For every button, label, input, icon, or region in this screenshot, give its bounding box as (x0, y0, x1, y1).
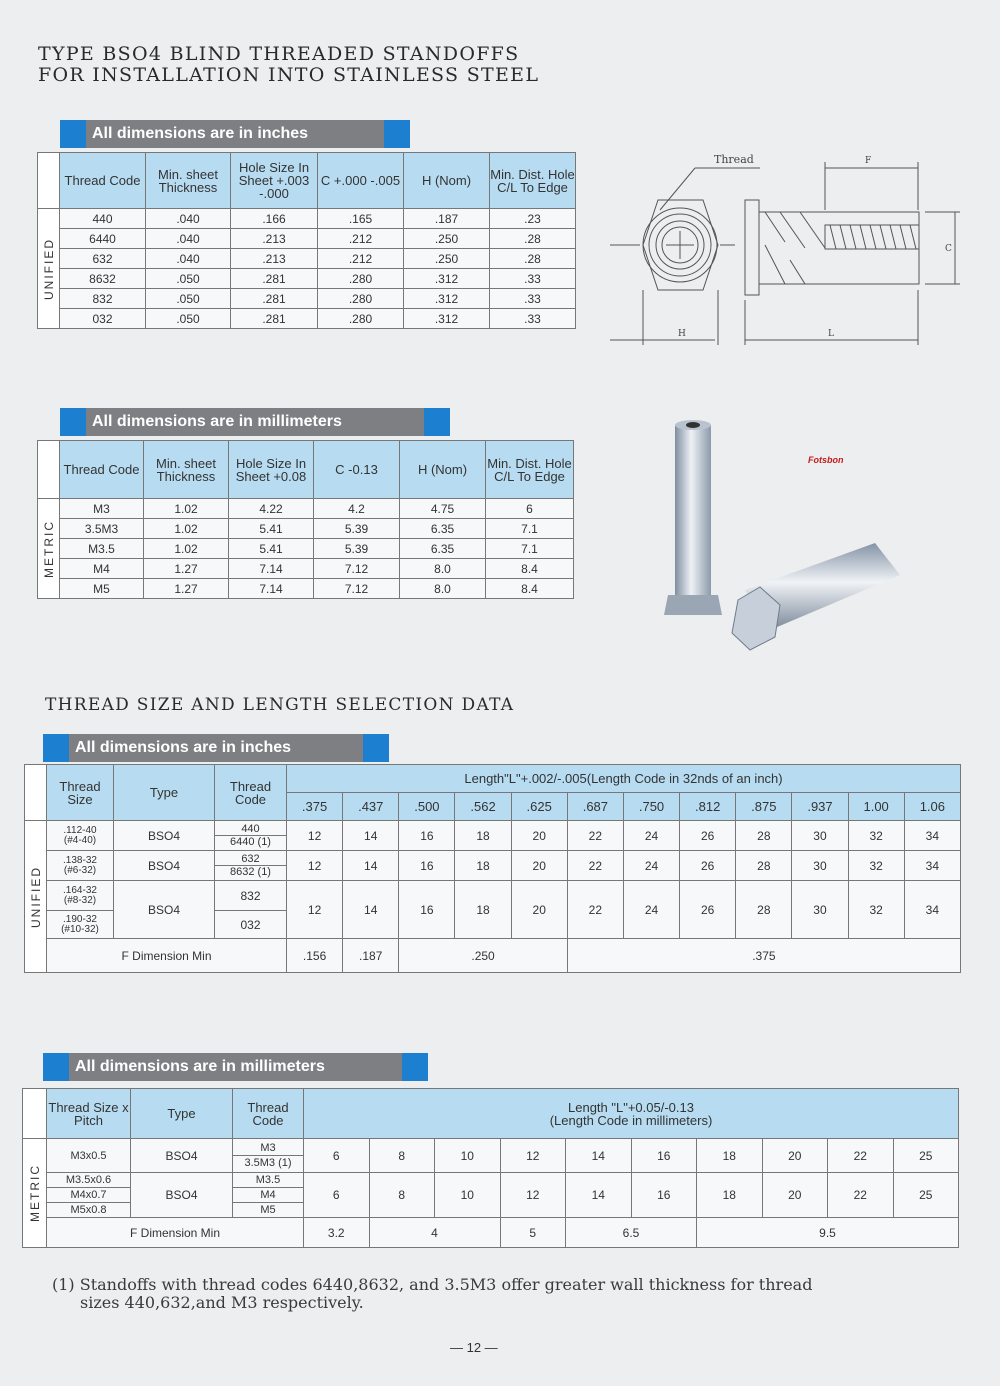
banner-text: All dimensions are in millimeters (75, 1058, 325, 1075)
header-cell: C -0.13 (314, 441, 400, 499)
table-cell: 16 (399, 821, 455, 851)
table-cell: .212 (318, 249, 404, 269)
table-cell: 1.02 (144, 499, 229, 519)
table-cell: 8.0 (400, 579, 486, 599)
table-row (38, 209, 576, 229)
table-cell: 18 (455, 881, 511, 939)
table-cell: 5.39 (314, 539, 400, 559)
table-row (25, 881, 961, 911)
header-length: Length"L"+.002/-.005(Length Code in 32nds of an inch) (287, 765, 961, 793)
side-blank (38, 441, 60, 499)
fdim-cell: .187 (343, 939, 399, 973)
table-cell: 5.41 (229, 519, 314, 539)
table-cell: M5 (60, 579, 144, 599)
title-line-1: TYPE BSO4 BLIND THREADED STANDOFFS (38, 43, 520, 65)
table-cell: 7.14 (229, 579, 314, 599)
header-cell: H (Nom) (400, 441, 486, 499)
size-text: .190-32 (63, 913, 97, 925)
table-cell: 26 (680, 881, 736, 939)
banner-square-icon (60, 408, 86, 436)
table-cell: 16 (399, 851, 455, 881)
table-inch-standoff-dims (37, 152, 576, 329)
code-text: M3 (233, 1141, 303, 1156)
table-row (23, 1173, 959, 1218)
table-row (38, 249, 576, 269)
table-cell: 20 (511, 851, 567, 881)
thread-label: Thread (714, 153, 754, 166)
brand-logo: Fotsbon (808, 455, 844, 465)
table-cell: 440 (60, 209, 146, 229)
table-cell: 6.35 (400, 539, 486, 559)
table-cell: M4 (60, 559, 144, 579)
c-label: C (945, 244, 952, 254)
table-cell: 632 (60, 249, 146, 269)
type-cell: BSO4 (131, 1173, 233, 1218)
table-cell: 6 (486, 499, 574, 519)
table-cell: .212 (318, 229, 404, 249)
length-header: .875 (736, 793, 792, 821)
f-label: F (865, 156, 872, 166)
header-cell: C +.000 -.005 (318, 153, 404, 209)
table-cell: 16 (631, 1139, 697, 1173)
side-label: UNIFIED (25, 821, 47, 973)
table-cell: 12 (287, 881, 343, 939)
table-cell: .213 (231, 229, 318, 249)
table-cell: 12 (287, 821, 343, 851)
table-cell: .280 (318, 309, 404, 329)
table-cell: 14 (343, 881, 399, 939)
table-cell: 32 (848, 881, 904, 939)
size-text: .138-32 (63, 854, 97, 866)
header-length-line-2: (Length Code in millimeters) (549, 1112, 713, 1128)
table-row (38, 269, 576, 289)
size-text: M4x0.7 (47, 1188, 130, 1203)
fdim-label: F Dimension Min (47, 939, 287, 973)
table-cell: 14 (566, 1173, 632, 1218)
length-header: .625 (511, 793, 567, 821)
table-cell: 1.02 (144, 519, 229, 539)
table-cell: 26 (680, 821, 736, 851)
table-cell: .050 (146, 289, 231, 309)
table-cell: 8.4 (486, 579, 574, 599)
thread-size-cell (47, 1173, 131, 1218)
table-cell: .250 (404, 229, 490, 249)
table-cell: 25 (893, 1173, 959, 1218)
table-cell: 832 (60, 289, 146, 309)
table-row (38, 559, 574, 579)
header-cell: Min. sheet Thickness (144, 441, 229, 499)
table-cell: 22 (828, 1173, 894, 1218)
table-metric-standoff-dims (37, 440, 574, 599)
header-length (304, 1089, 959, 1139)
footnote-line-1: (1) Standoffs with thread codes 6440,8632, and 3.5M3 offer greater wall thickness for thread (52, 1275, 813, 1294)
table-cell: 32 (848, 851, 904, 881)
table-cell: .040 (146, 249, 231, 269)
table-cell: .050 (146, 269, 231, 289)
code-cell: 832 (215, 881, 287, 911)
table-cell: 6 (304, 1173, 370, 1218)
table-cell: .281 (231, 269, 318, 289)
code-text: 632 (215, 853, 286, 866)
table-cell: 24 (623, 851, 679, 881)
table-cell: 22 (567, 851, 623, 881)
thread-size-cell (47, 1139, 131, 1173)
table-cell: .28 (490, 229, 576, 249)
header-cell: Min. Dist. Hole C/L To Edge (490, 153, 576, 209)
side-label: UNIFIED (38, 209, 60, 329)
code-cell (233, 1139, 304, 1173)
header-cell: Min. sheet Thickness (146, 153, 231, 209)
table-cell: 6 (304, 1139, 370, 1173)
table-cell: 5.39 (314, 519, 400, 539)
banner-text: All dimensions are in inches (75, 739, 292, 756)
size-text: M3x0.5 (70, 1149, 107, 1162)
banner-text: All dimensions are in millimeters (92, 413, 342, 430)
table-cell: 24 (623, 821, 679, 851)
code-cell (215, 851, 287, 881)
standoff-upright (675, 425, 711, 600)
header-thread-code: Thread Code (233, 1089, 304, 1139)
table-cell: 18 (697, 1139, 763, 1173)
table-cell: .28 (490, 249, 576, 269)
table-row (38, 539, 574, 559)
side-blank (23, 1089, 47, 1139)
table-cell: .33 (490, 269, 576, 289)
table-cell: 28 (736, 821, 792, 851)
table-cell: 16 (399, 881, 455, 939)
size-text: .164-32 (63, 884, 97, 896)
table-cell: 24 (623, 881, 679, 939)
thread-size-cell (47, 881, 114, 911)
type-cell: BSO4 (131, 1139, 233, 1173)
table-row (25, 939, 961, 973)
table-row (38, 309, 576, 329)
table-cell: 12 (500, 1139, 566, 1173)
table-cell: .187 (404, 209, 490, 229)
table-cell: 7.12 (314, 579, 400, 599)
thread-size-cell (47, 911, 114, 939)
table-row (38, 499, 574, 519)
table-cell: 8 (369, 1173, 435, 1218)
table-cell: 14 (343, 851, 399, 881)
length-header: .812 (680, 793, 736, 821)
table-row (38, 579, 574, 599)
technical-drawing (600, 150, 980, 350)
table-cell: .312 (404, 309, 490, 329)
table-cell: .312 (404, 289, 490, 309)
header-type: Type (131, 1089, 233, 1139)
table-cell: 10 (435, 1173, 501, 1218)
banner-square-icon (402, 1053, 428, 1081)
code-text: 8632 (1) (230, 866, 271, 878)
banner-text: All dimensions are in inches (92, 125, 309, 142)
size-text: (#6-32) (63, 864, 97, 876)
table-metric-length-selection (22, 1088, 959, 1248)
table-cell: 7.1 (486, 539, 574, 559)
table-cell: 10 (435, 1139, 501, 1173)
table-cell: .165 (318, 209, 404, 229)
code-cell (215, 821, 287, 851)
product-photo (650, 415, 940, 655)
table-cell: .33 (490, 309, 576, 329)
size-text: (#8-32) (63, 894, 97, 906)
header-thread-size: Thread Size x Pitch (47, 1089, 131, 1139)
code-cell: 032 (215, 911, 287, 939)
size-text: M3.5x0.6 (47, 1173, 130, 1188)
table-cell: 34 (904, 881, 960, 939)
table-cell: .281 (231, 289, 318, 309)
table-cell: 22 (567, 821, 623, 851)
table-cell: 28 (736, 851, 792, 881)
table-cell: 8.4 (486, 559, 574, 579)
code-text: 3.5M3 (1) (244, 1157, 292, 1169)
fdim-cell: 4 (369, 1218, 500, 1248)
banner-square-icon (424, 408, 450, 436)
page-title (38, 44, 539, 86)
table-cell: 20 (762, 1139, 828, 1173)
thread-size-cell (47, 851, 114, 881)
table-cell: .040 (146, 229, 231, 249)
length-header: .937 (792, 793, 848, 821)
header-thread-code: Thread Code (215, 765, 287, 821)
table-cell: 4.75 (400, 499, 486, 519)
length-header: .687 (567, 793, 623, 821)
length-header: 1.06 (904, 793, 960, 821)
type-cell: BSO4 (114, 821, 215, 851)
length-header: .562 (455, 793, 511, 821)
table-cell: .33 (490, 289, 576, 309)
banner-square-icon (60, 120, 86, 148)
banner-square-icon (363, 734, 389, 762)
fdim-cell: 3.2 (304, 1218, 370, 1248)
size-text: M5x0.8 (70, 1204, 107, 1216)
table-cell: 18 (455, 851, 511, 881)
table-cell: 18 (697, 1173, 763, 1218)
table-cell: .040 (146, 209, 231, 229)
side-label: METRIC (38, 499, 60, 599)
table-cell: 26 (680, 851, 736, 881)
header-length-line-1: Length "L"+0.05/-0.13 (568, 1099, 694, 1115)
code-text: M4 (233, 1188, 303, 1203)
table-row (38, 289, 576, 309)
fdim-cell: 6.5 (566, 1218, 697, 1248)
table-cell: 4.2 (314, 499, 400, 519)
table-cell: 22 (567, 881, 623, 939)
code-text: 440 (215, 823, 286, 836)
table-cell: .166 (231, 209, 318, 229)
table-cell: .23 (490, 209, 576, 229)
table-cell: 1.27 (144, 559, 229, 579)
side-label: METRIC (23, 1139, 47, 1248)
table-cell: 30 (792, 821, 848, 851)
table-cell: .213 (231, 249, 318, 269)
table-cell: .050 (146, 309, 231, 329)
length-header: .437 (343, 793, 399, 821)
header-thread-size: Thread Size (47, 765, 114, 821)
h-label: H (678, 329, 686, 339)
table-inch-length-selection (24, 764, 961, 973)
side-blank (38, 153, 60, 209)
header-cell: Min. Dist. Hole C/L To Edge (486, 441, 574, 499)
table-cell: 20 (511, 821, 567, 851)
table-cell: 30 (792, 881, 848, 939)
table-cell: 20 (762, 1173, 828, 1218)
table-row (25, 821, 961, 851)
table-cell: .281 (231, 309, 318, 329)
table-cell: 7.14 (229, 559, 314, 579)
header-cell: Hole Size In Sheet +.003 -.000 (231, 153, 318, 209)
banner-square-icon (384, 120, 410, 148)
length-header: .500 (399, 793, 455, 821)
table-cell: 4.22 (229, 499, 314, 519)
length-header: 1.00 (848, 793, 904, 821)
table-cell: 30 (792, 851, 848, 881)
table-cell: .280 (318, 289, 404, 309)
table-cell: 20 (511, 881, 567, 939)
table-row (25, 851, 961, 881)
table-cell: 34 (904, 851, 960, 881)
table-cell: 14 (566, 1139, 632, 1173)
section-title: THREAD SIZE AND LENGTH SELECTION DATA (45, 695, 515, 715)
footnote-line-2: sizes 440,632,and M3 respectively. (80, 1293, 364, 1312)
size-text: (#10-32) (61, 923, 99, 935)
header-cell: H (Nom) (404, 153, 490, 209)
banner-square-icon (43, 1053, 69, 1081)
table-cell: 25 (893, 1139, 959, 1173)
table-cell: M3 (60, 499, 144, 519)
code-text: M5 (260, 1204, 276, 1216)
table-cell: 7.12 (314, 559, 400, 579)
table-row (23, 1218, 959, 1248)
table-cell: 3.5M3 (60, 519, 144, 539)
banner-mm-1 (60, 408, 450, 436)
header-type: Type (114, 765, 215, 821)
banner-square-icon (43, 734, 69, 762)
table-cell: .280 (318, 269, 404, 289)
type-cell: BSO4 (114, 881, 215, 939)
code-text: 6440 (1) (230, 836, 271, 848)
table-cell: 16 (631, 1173, 697, 1218)
table-cell: 8632 (60, 269, 146, 289)
table-cell: 1.27 (144, 579, 229, 599)
table-cell: 7.1 (486, 519, 574, 539)
header-cell: Thread Code (60, 153, 146, 209)
table-cell: 12 (500, 1173, 566, 1218)
banner-inches-2 (43, 734, 389, 762)
table-cell: 6440 (60, 229, 146, 249)
table-cell: M3.5 (60, 539, 144, 559)
fdim-cell: .250 (399, 939, 567, 973)
table-cell: 34 (904, 821, 960, 851)
banner-inches-1 (60, 120, 410, 148)
fdim-cell: 5 (500, 1218, 566, 1248)
fdim-cell: 9.5 (697, 1218, 959, 1248)
length-header: .375 (287, 793, 343, 821)
banner-mm-2 (43, 1053, 428, 1081)
table-cell: 12 (287, 851, 343, 881)
size-text: (#4-40) (63, 834, 97, 846)
size-text: .112-40 (63, 824, 97, 836)
table-row (38, 519, 574, 539)
footnote (52, 1276, 812, 1312)
side-blank (25, 765, 47, 821)
table-row (38, 229, 576, 249)
table-cell: 032 (60, 309, 146, 329)
table-cell: 28 (736, 881, 792, 939)
header-cell: Thread Code (60, 441, 144, 499)
table-cell: .250 (404, 249, 490, 269)
page-number: — 12 — (450, 1340, 498, 1355)
table-cell: .312 (404, 269, 490, 289)
length-header: .750 (623, 793, 679, 821)
header-cell: Hole Size In Sheet +0.08 (229, 441, 314, 499)
fdim-cell: .375 (567, 939, 960, 973)
table-cell: 6.35 (400, 519, 486, 539)
code-cell (233, 1173, 304, 1218)
title-line-2: FOR INSTALLATION INTO STAINLESS STEEL (38, 64, 540, 86)
l-label: L (828, 329, 834, 339)
table-cell: 1.02 (144, 539, 229, 559)
table-cell: 18 (455, 821, 511, 851)
fdim-cell: .156 (287, 939, 343, 973)
table-cell: 8 (369, 1139, 435, 1173)
table-row (23, 1139, 959, 1173)
fdim-label: F Dimension Min (47, 1218, 304, 1248)
code-text: M3.5 (233, 1173, 303, 1188)
type-cell: BSO4 (114, 851, 215, 881)
table-cell: 32 (848, 821, 904, 851)
table-cell: 8.0 (400, 559, 486, 579)
table-cell: 5.41 (229, 539, 314, 559)
thread-size-cell (47, 821, 114, 851)
table-cell: 22 (828, 1139, 894, 1173)
table-cell: 14 (343, 821, 399, 851)
